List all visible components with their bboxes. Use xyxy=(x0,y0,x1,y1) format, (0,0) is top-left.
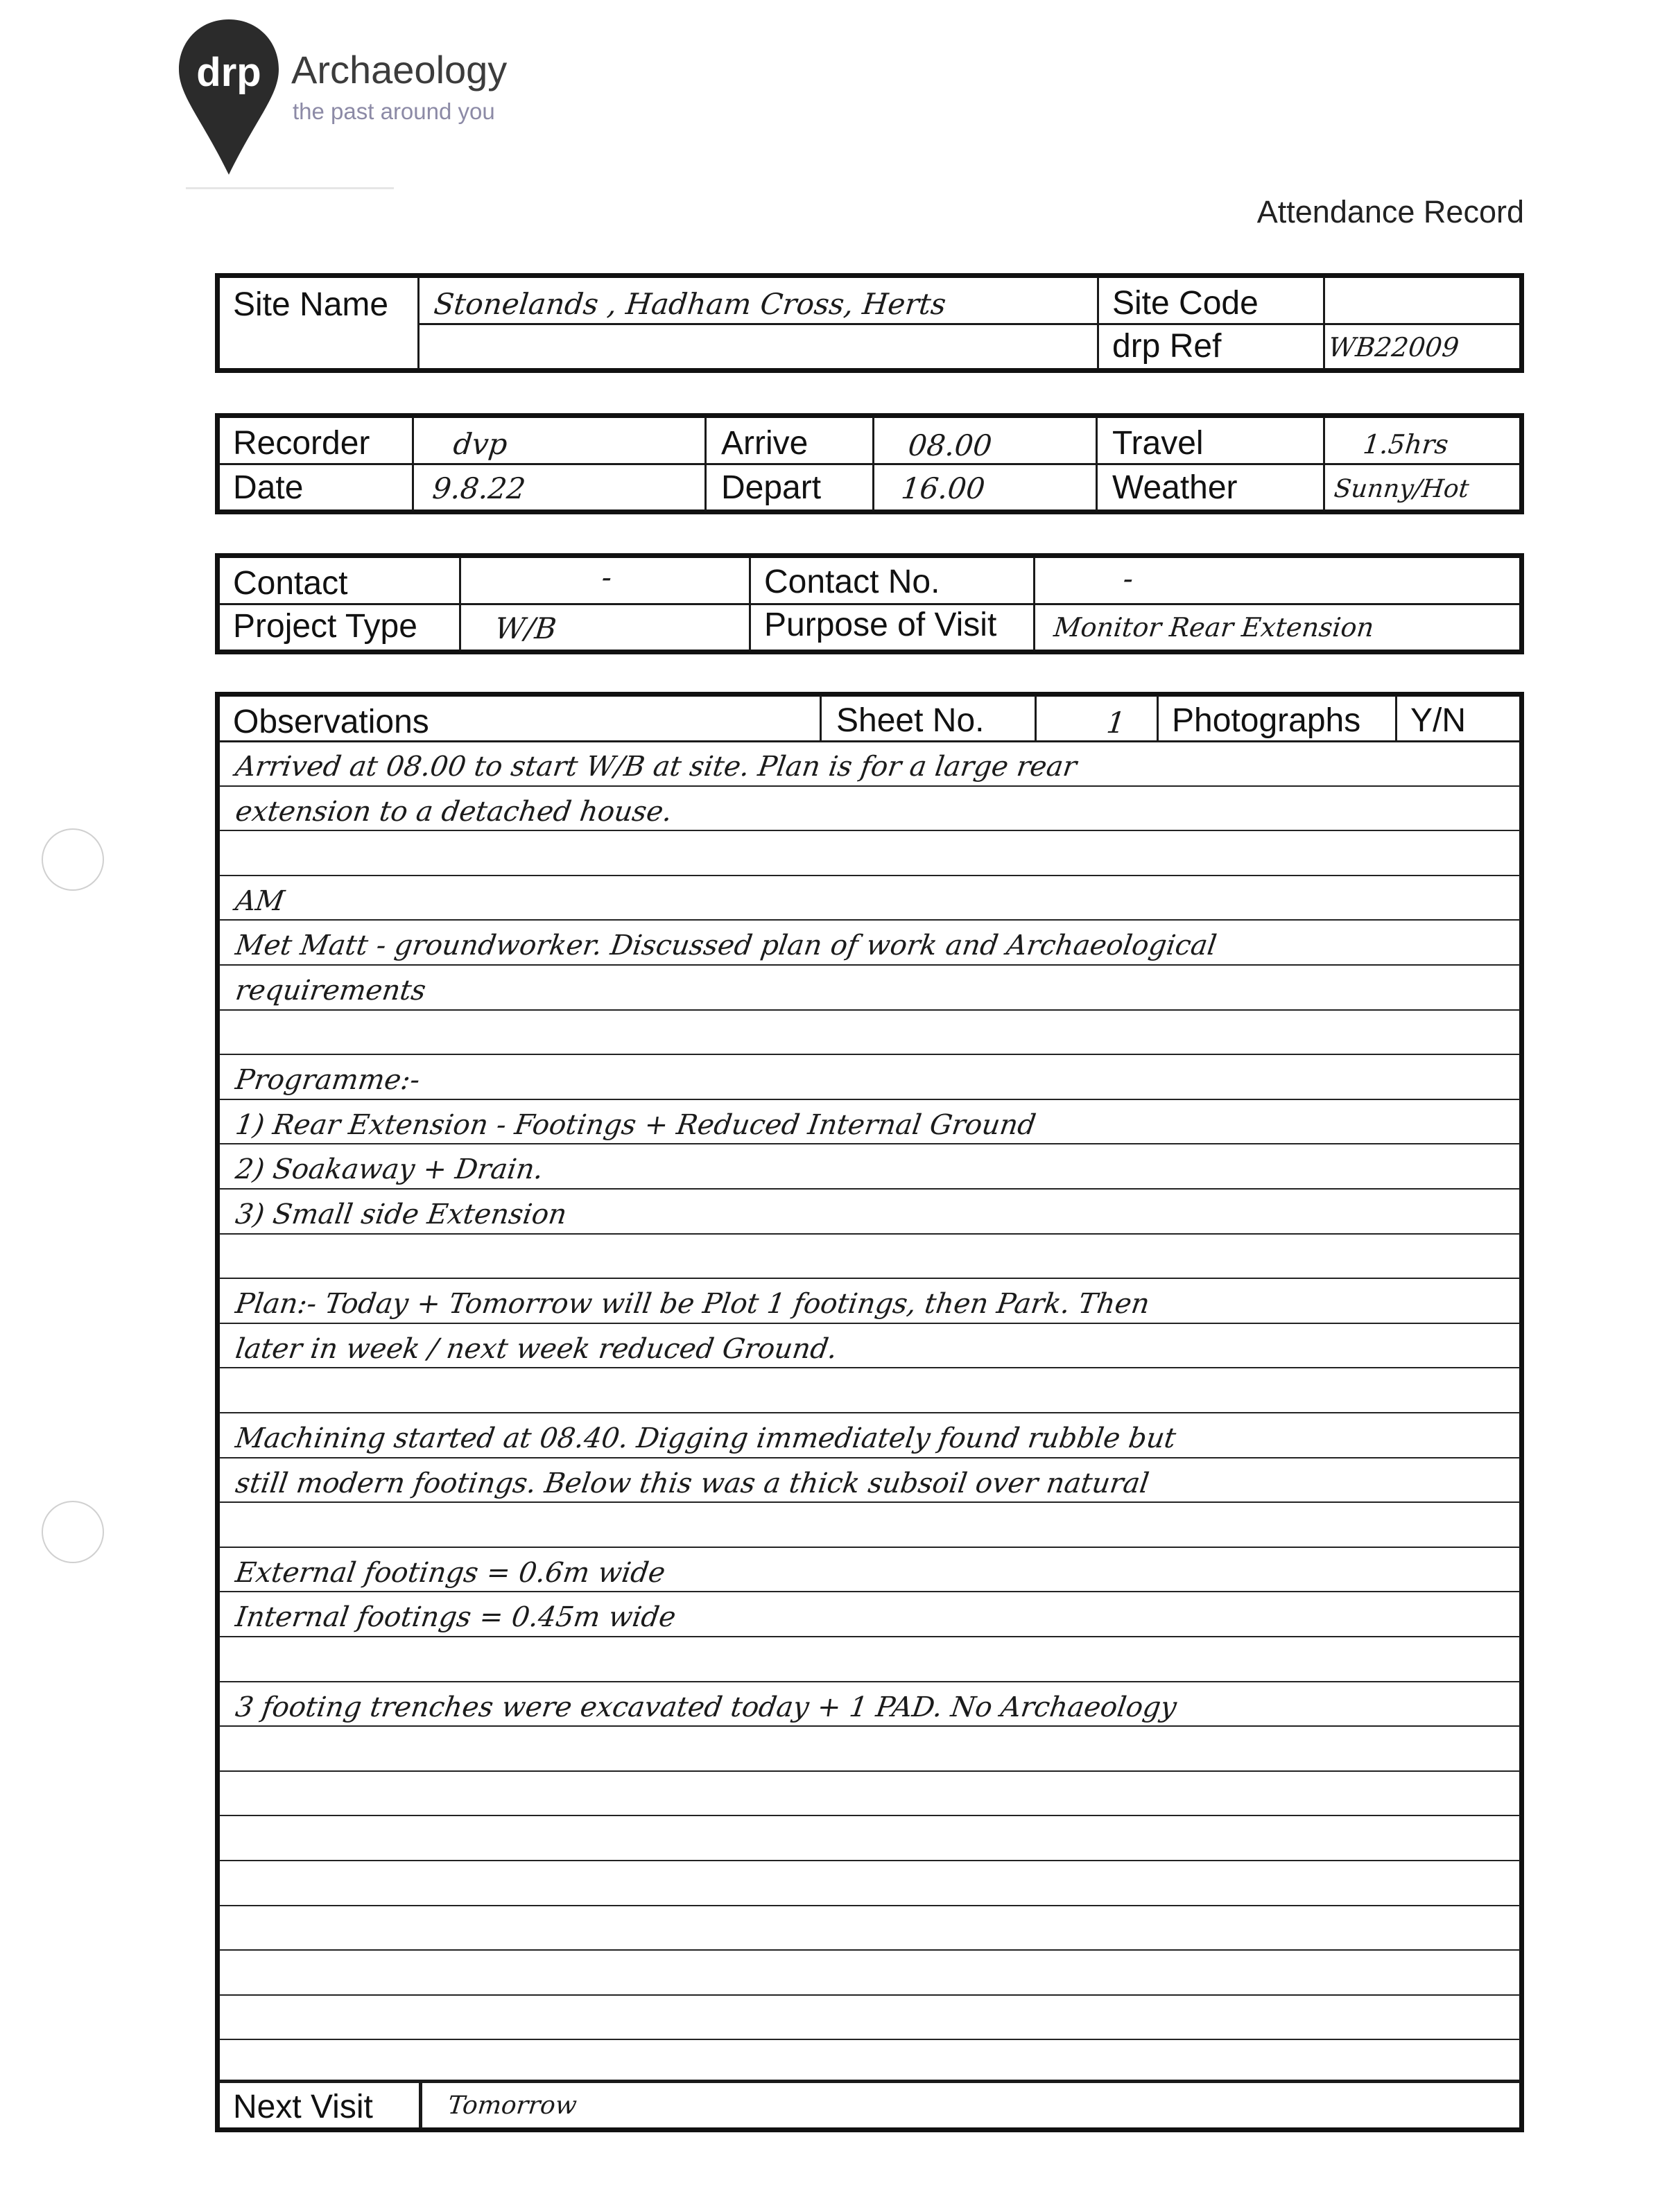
ruled-line xyxy=(219,2039,1520,2040)
next-visit-label: Next Visit xyxy=(233,2089,373,2125)
travel-label: Travel xyxy=(1112,425,1204,462)
ruled-line xyxy=(219,1412,1520,1413)
drp-ref-label: drp Ref xyxy=(1112,328,1222,365)
observations-label: Observations xyxy=(233,704,429,740)
recorder-label: Recorder xyxy=(233,425,370,462)
ruled-line xyxy=(219,964,1520,966)
divider xyxy=(219,603,1520,605)
punch-hole xyxy=(42,1501,104,1563)
depart-value: 16.00 xyxy=(899,471,987,505)
next-visit-value: Tomorrow xyxy=(446,2091,578,2120)
purpose-label: Purpose of Visit xyxy=(764,607,997,643)
depart-label: Depart xyxy=(721,469,822,506)
observation-line: Plan:- Today + Tomorrow will be Plot 1 footings, then Park. Then xyxy=(233,1288,1152,1320)
ruled-line xyxy=(219,1591,1520,1592)
observation-line: 2) Soakaway + Drain. xyxy=(233,1153,546,1185)
observation-line: 3 footing trenches were excavated today + 1 PAD. No Archaeology xyxy=(233,1691,1179,1723)
logo-divider xyxy=(186,187,394,189)
ruled-line xyxy=(219,1099,1520,1100)
divider xyxy=(219,2080,1520,2083)
observation-line: later in week / next week reduced Ground. xyxy=(233,1333,840,1365)
arrive-value: 08.00 xyxy=(906,428,994,462)
ruled-line xyxy=(219,875,1520,876)
weather-label: Weather xyxy=(1112,469,1238,506)
ruled-line xyxy=(219,1009,1520,1011)
ruled-line xyxy=(219,1233,1520,1235)
photographs-yn: Y/N xyxy=(1410,702,1467,739)
logo-tagline: the past around you xyxy=(293,98,495,124)
contact-value: - xyxy=(600,560,614,594)
site-name-value: Stonelands , Hadham Cross, Herts xyxy=(432,287,948,321)
ruled-line xyxy=(219,1725,1520,1727)
ruled-line xyxy=(219,1547,1520,1548)
ruled-line xyxy=(219,1905,1520,1906)
project-type-label: Project Type xyxy=(233,608,417,645)
observation-line: Arrived at 08.00 to start W/B at site. Plan is for a large rear xyxy=(233,751,1079,783)
ruled-line xyxy=(219,1367,1520,1368)
observation-line: extension to a detached house. xyxy=(233,796,675,828)
map-pin-logo-icon xyxy=(173,14,284,180)
contact-label: Contact xyxy=(233,565,348,602)
ruled-line xyxy=(219,1636,1520,1637)
observation-line: Machining started at 08.40. Digging immediately found rubble but xyxy=(233,1422,1178,1454)
weather-value: Sunny/Hot xyxy=(1332,475,1471,503)
logo-badge-text: drp xyxy=(196,50,261,95)
observation-line: 3) Small side Extension xyxy=(233,1199,569,1230)
divider xyxy=(1395,696,1397,740)
photographs-label: Photographs xyxy=(1172,702,1361,739)
date-value: 9.8.22 xyxy=(431,471,528,505)
contact-no-label: Contact No. xyxy=(764,564,940,600)
arrive-label: Arrive xyxy=(721,425,809,462)
divider xyxy=(219,463,1520,465)
observation-line: AM xyxy=(233,885,287,917)
divider xyxy=(417,323,1520,325)
ruled-line xyxy=(219,1770,1520,1772)
divider xyxy=(1035,696,1037,740)
recorder-value: dvp xyxy=(451,427,510,461)
ruled-line xyxy=(219,830,1520,831)
ruled-line xyxy=(219,919,1520,921)
observation-line: External footings = 0.6m wide xyxy=(233,1557,668,1589)
observation-line: Internal footings = 0.45m wide xyxy=(233,1601,678,1633)
ruled-line xyxy=(219,1323,1520,1324)
ruled-line xyxy=(219,1054,1520,1055)
sheet-no-value: 1 xyxy=(1105,706,1127,740)
logo-name: Archaeology xyxy=(291,48,508,92)
ruled-line xyxy=(219,1501,1520,1503)
ruled-line xyxy=(219,1188,1520,1190)
divider xyxy=(419,2082,422,2128)
observation-line: Programme:- xyxy=(233,1064,422,1096)
observation-line: requirements xyxy=(233,975,428,1007)
divider xyxy=(219,740,1520,742)
divider xyxy=(820,696,822,740)
site-code-label: Site Code xyxy=(1112,285,1259,322)
travel-value: 1.5hrs xyxy=(1361,429,1450,460)
ruled-line xyxy=(219,785,1520,787)
observation-line: Met Matt - groundworker. Discussed plan of work and Archaeological xyxy=(233,930,1219,961)
date-label: Date xyxy=(233,469,304,506)
divider xyxy=(1157,696,1159,740)
purpose-value: Monitor Rear Extension xyxy=(1052,612,1376,643)
punch-hole xyxy=(42,828,104,891)
site-name-label: Site Name xyxy=(233,286,389,323)
drp-ref-value: WB22009 xyxy=(1326,332,1461,363)
ruled-line xyxy=(219,1949,1520,1951)
ruled-line xyxy=(219,1278,1520,1279)
ruled-line xyxy=(219,1457,1520,1458)
observation-line: still modern footings. Below this was a thick subsoil over natural xyxy=(233,1468,1151,1499)
ruled-line xyxy=(219,1860,1520,1861)
ruled-line xyxy=(219,1994,1520,1996)
ruled-line xyxy=(219,1143,1520,1144)
sheet-no-label: Sheet No. xyxy=(836,702,985,739)
observation-line: 1) Rear Extension - Footings + Reduced Internal Ground xyxy=(233,1109,1038,1141)
ruled-line xyxy=(219,1681,1520,1682)
ruled-line xyxy=(219,1815,1520,1816)
contact-no-value: - xyxy=(1121,561,1135,595)
project-type-value: W/B xyxy=(493,611,558,645)
document-title: Attendance Record xyxy=(1256,194,1524,229)
